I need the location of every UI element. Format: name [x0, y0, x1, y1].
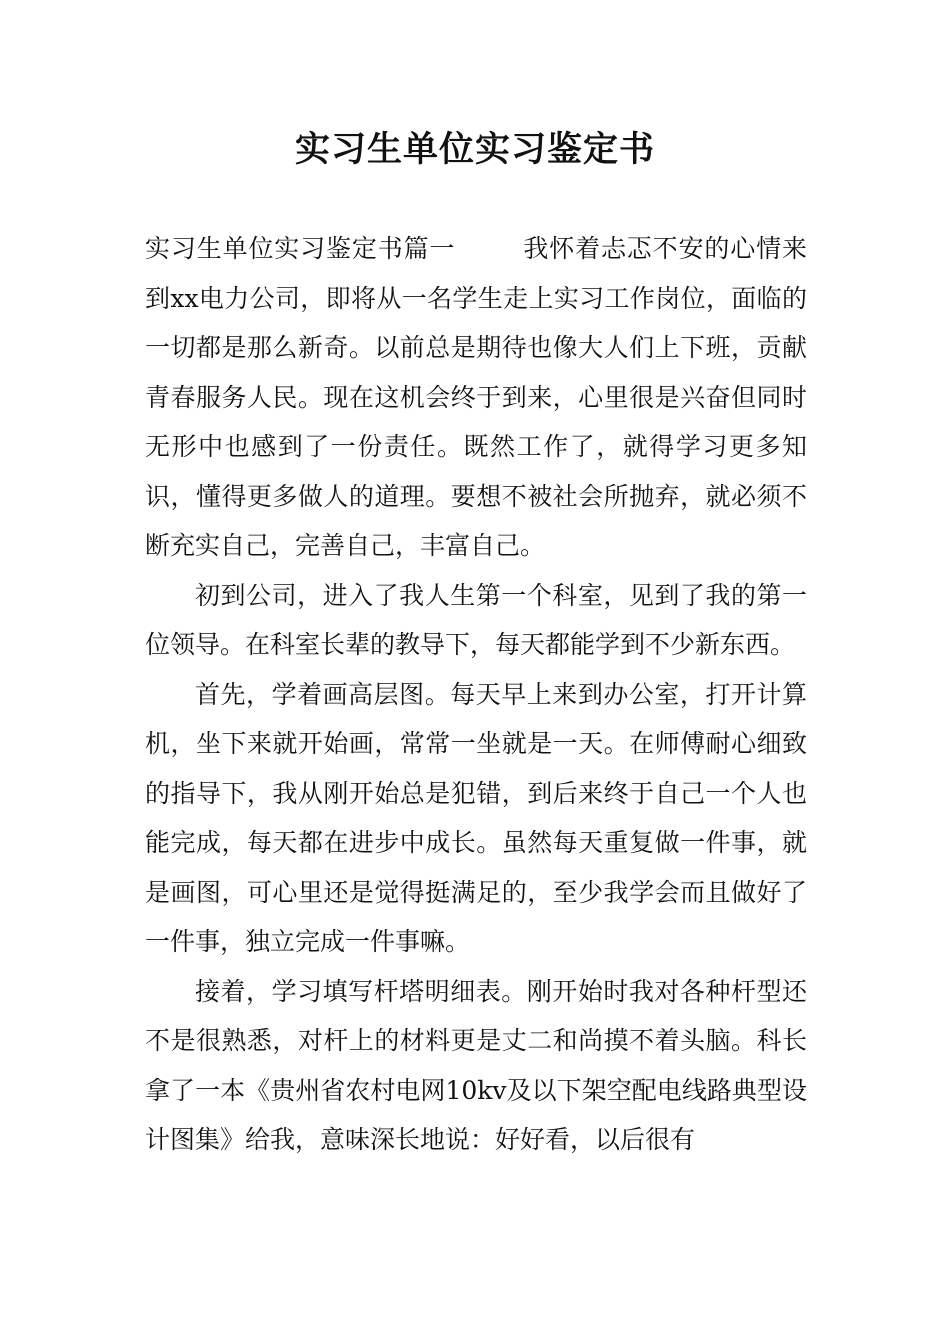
- paragraph-3: 首先，学着画高层图。每天早上来到办公室，打开计算机，坐下来就开始画，常常一坐就是一天。在师傅耐心细致的指导下，我从刚开始总是犯错，到后来终于自己一个人也能完成，每天都在进步中成长。虽然每天重复做一件事，就是画图，可心里还是觉得挺满足的，至少我学会而且做好了一件事，独立完成一件事嘛。: [145, 679, 807, 956]
- document-body: [145, 224, 807, 1165]
- paragraph-1: [145, 224, 807, 571]
- paragraph-2: 初到公司，进入了我人生第一个科室，见到了我的第一位领导。在科室长辈的教导下，每天都能学到不少新东西。: [145, 580, 807, 659]
- paragraph-1-text: 我怀着忐忑不安的心情来到xx电力公司，即将从一名学生走上实习工作岗位，面临的一切都是那么新奇。以前总是期待也像大人们上下班，贡献青春服务人民。现在这机会终于到来，心里很是兴奋但同时无形中也感到了一份责任。既然工作了，就得学习更多知识，懂得更多做人的道理。要想不被社会所抛弃，就必须不断充实自己，完善自己，丰富自己。: [145, 234, 807, 560]
- document-title: 实习生单位实习鉴定书: [294, 130, 655, 170]
- paragraph-4: 接着，学习填写杆塔明细表。刚开始时我对各种杆型还不是很熟悉，对杆上的材料更是丈二和尚摸不着头脑。科长拿了一本《贵州省农村电网10kv及以下架空配电线路典型设计图集》给我，意味深长地说：好好看，以后很有: [145, 976, 807, 1154]
- section-heading: 实习生单位实习鉴定书篇一: [145, 234, 456, 263]
